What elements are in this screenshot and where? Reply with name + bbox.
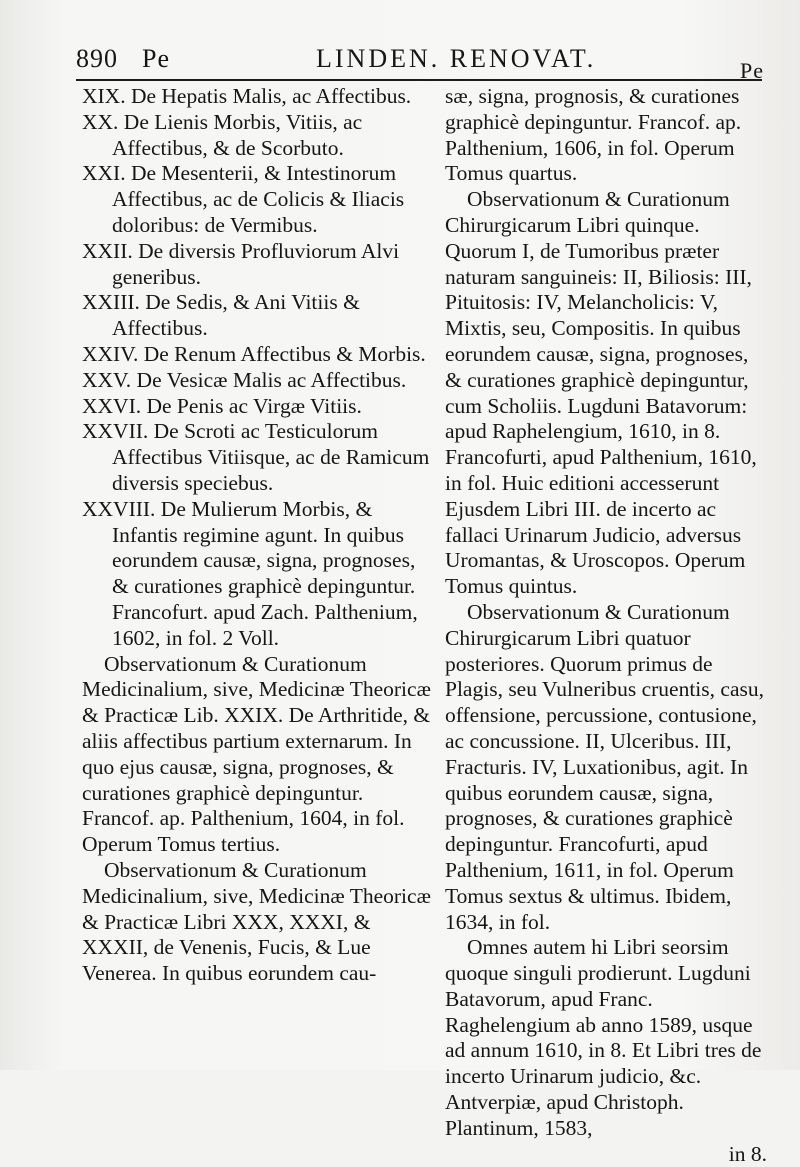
entry-xxvi: XXVI. De Penis ac Virgæ Vitiis. [82,393,362,418]
entry-xxv: XXV. De Vesicæ Malis ac Affectibus. [82,367,407,392]
right-column [445,84,767,1167]
paragraph-chirurgicarum-quatuor: Observationum & Curationum Chirurgicarum Libri quatuor posteriores. Quorum primus de Plagis, seu Vulneribus cruentis, casu, offensione, percussione, contusione, ac concussione. II, Ulceribus. III, Fracturis. IV, Luxationibus, agit. In quibus eorundem causæ, signa, prognoses, & curationes graphicè depinguntur. Francofurti, apud Palthenium, 1611, in fol. Operum Tomus sextus & ultimus. Ibidem, 1634, in fol. [445,599,764,934]
paragraph-omnes-autem: Omnes autem hi Libri seorsim quoque singuli prodierunt. Lugduni Batavorum, apud Franc. Raghelengium ab anno 1589, usque ad annum 1610, in 8. Et Libri tres de incerto Urinarum judicio, &c. Antverpiæ, apud Christoph. Plantinum, 1583, [445,935,762,1140]
header-abbreviation-left: Pe [142,44,170,73]
entry-xxii: XXII. De diversis Profluviorum Alvi generibus. [82,238,400,289]
entry-xxiv: XXIV. De Renum Affectibus & Morbis. [82,341,426,366]
continuation-tomus-quartus: sæ, signa, prognosis, & curationes graphicè depinguntur. Francof. ap. Palthenium, 1606, in fol. Operum Tomus quartus. [445,84,742,186]
paragraph-chirurgicarum-quinque: Observationum & Curationum Chirurgicarum Libri quinque. Quorum I, de Tumoribus præter naturam sanguineis: II, Biliosis: III, Pituitosis: IV, Melancholicis: V, Mixtis, seu, Compositis. In quibus eorundem causæ, signa, prognoses, & curationes graphicè depinguntur, cum Scholiis. Lugduni Batavorum: apud Raphelengium, 1610, in 8. Francofurti, apud Palthenium, 1610, in fol. Huic editioni accesserunt Ejusdem Libri III. de incerto ac fallaci Urinarum Judicio, adversus Uromantas, & Uroscopos. Operum Tomus quintus. [445,187,757,599]
entry-xxvii: XXVII. De Scroti ac Testiculorum Affectibus Vitiisque, ac de Ramicum diversis speciebus. [82,419,430,495]
running-header [76,44,764,83]
header-abbreviation-right: Pe [740,58,764,83]
entry-xxviii: XXVIII. De Mulierum Morbis, & Infantis regimine agunt. In quibus eorundem causæ, signa, prognoses, & curationes graphicè depinguntur. Francofurt. apud Zach. Palthenium, 1602, in fol. 2 Voll. [82,496,418,650]
left-column [82,84,432,987]
entry-xxi: XXI. De Mesenterii, & Intestinorum Affectibus, ac de Colicis & Iliacis doloribus: de Vermibus. [82,161,405,237]
catchword: in 8. [728,1141,767,1166]
running-title: LINDEN. RENOVAT. [316,44,597,73]
entry-xx: XX. De Lienis Morbis, Vitiis, ac Affectibus, & de Scorbuto. [82,109,363,160]
header-rule [76,79,762,81]
page-number: 890 [76,44,118,73]
paragraph-tomus-tertius: Observationum & Curationum Medicinalium, sive, Medicinæ Theoricæ & Practicæ Lib. XXIX. De Arthritide, & aliis affectibus partium externarum. In quo ejus causæ, signa, prognoses, & curationes graphicè depinguntur. Francof. ap. Palthenium, 1604, in fol. Operum Tomus tertius. [82,651,431,857]
entry-xxiii: XXIII. De Sedis, & Ani Vitiis & Affectibus. [82,290,360,341]
entry-xix: XIX. De Hepatis Malis, ac Affectibus. [82,84,412,108]
paragraph-de-venenis: Observationum & Curationum Medicinalium, sive, Medicinæ Theoricæ & Practicæ Libri XXX, XXXI, & XXXII, de Venenis, Fucis, & Lue Venerea. In quibus eorundem cau- [82,857,431,986]
